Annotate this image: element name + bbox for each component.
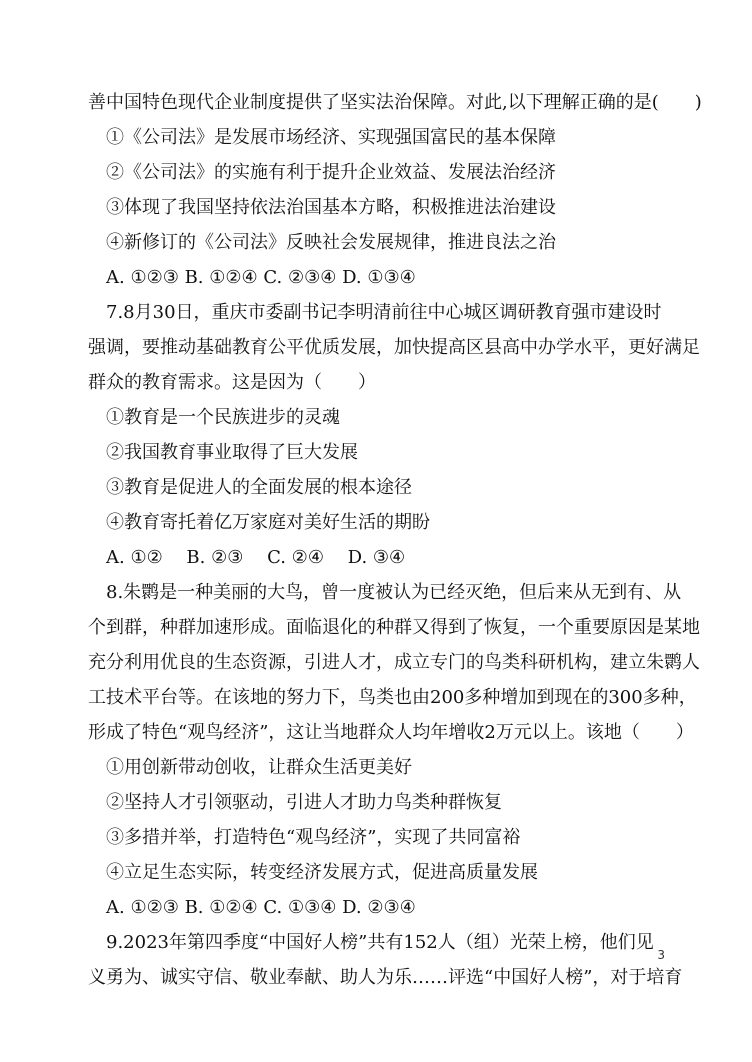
page-number: 3 [657,948,665,962]
option-line: ③多措并举，打造特色“观鸟经济”，实现了共同富裕 [106,827,521,848]
option-line: ③教育是促进人的全面发展的根本途径 [106,477,412,498]
question-text: 7.8月30日，重庆市委副书记李明清前往中心城区调研教育强市建设时 [106,302,662,323]
option-line: ①《公司法》是发展市场经济、实现强国富民的基本保障 [106,127,556,148]
answer-choices: A. ①②③ B. ①②④ C. ②③④ D. ①③④ [106,267,416,288]
question-text: 形成了特色“观鸟经济”，这让当地群众人均年增收2万元以上。该地（ ） [88,722,694,743]
option-line: ②《公司法》的实施有利于提升企业效益、发展法治经济 [106,162,556,183]
answer-choices: A. ①② B. ②③ C. ②④ D. ③④ [106,547,406,568]
option-line: ④新修订的《公司法》反映社会发展规律，推进良法之治 [106,232,556,253]
question-text: 强调，要推动基础教育公平优质发展，加快提高区县高中办学水平，更好满足 [88,337,700,358]
option-line: ①教育是一个民族进步的灵魂 [106,407,340,428]
option-line: ③体现了我国坚持依法治国基本方略，积极推进法治建设 [106,197,556,218]
option-line: ①用创新带动创收，让群众生活更美好 [106,757,412,778]
question-text: 工技术平台等。在该地的努力下，鸟类也由200多种增加到现在的300多种， [88,687,697,708]
question-text: 9.2023年第四季度“中国好人榜”共有152人（组）光荣上榜，他们见 [106,932,654,953]
option-line: ④立足生态实际，转变经济发展方式，促进高质量发展 [106,862,538,883]
text-line: 善中国特色现代企业制度提供了坚实法治保障。对此,以下理解正确的是( ) [88,92,702,113]
option-line: ④教育寄托着亿万家庭对美好生活的期盼 [106,512,430,533]
option-line: ②坚持人才引领驱动，引进人才助力鸟类种群恢复 [106,792,502,813]
answer-choices: A. ①②③ B. ①②④ C. ①③④ D. ②③④ [106,897,416,918]
question-text: 义勇为、诚实守信、敬业奉献、助人为乐……评选“中国好人榜”，对于培育 [88,967,683,988]
question-text: 充分利用优良的生态资源，引进人才，成立专门的鸟类科研机构，建立朱鹮人 [88,652,700,673]
question-text: 群众的教育需求。这是因为（ ） [88,372,376,393]
option-line: ②我国教育事业取得了巨大发展 [106,442,358,463]
question-text: 个到群，种群加速形成。面临退化的种群又得到了恢复，一个重要原因是某地 [88,617,700,638]
question-text: 8.朱鹮是一种美丽的大鸟，曾一度被认为已经灭绝，但后来从无到有、从 [106,582,682,603]
